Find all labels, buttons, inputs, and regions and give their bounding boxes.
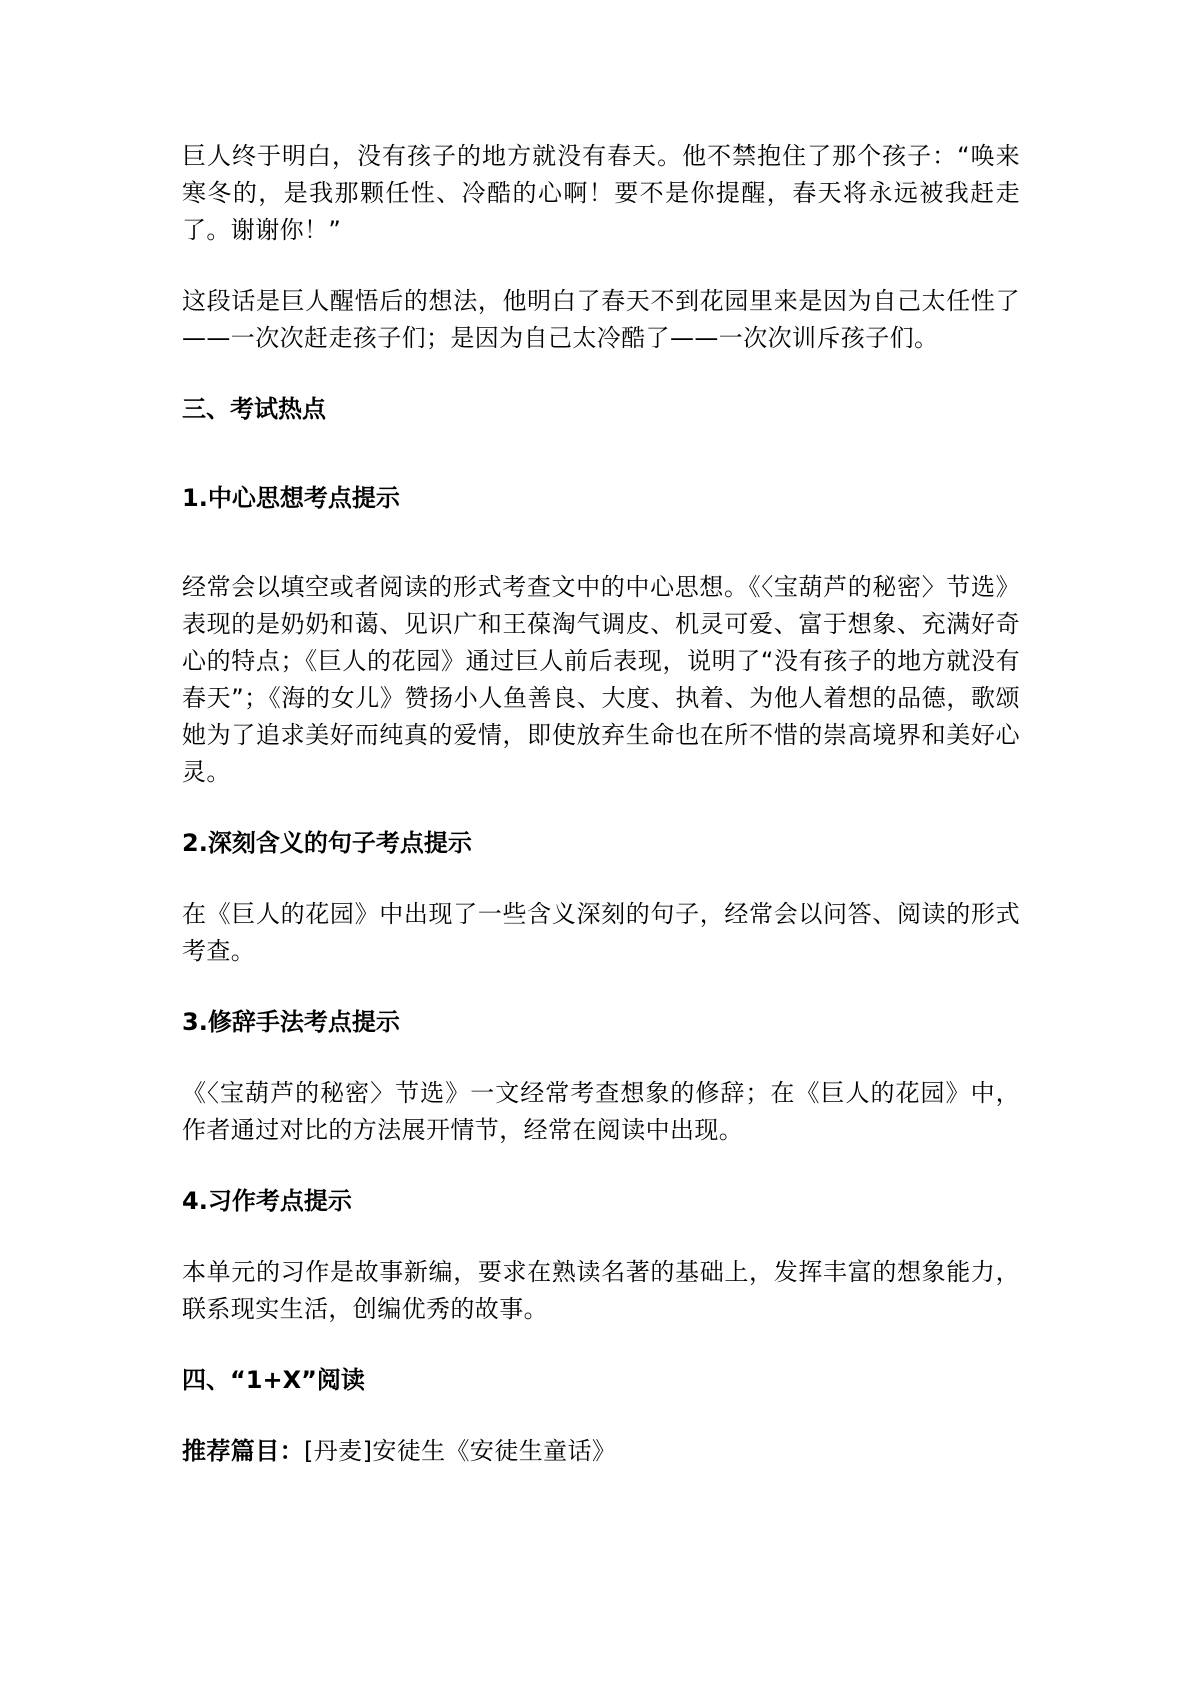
recommended-title: [丹麦]安徒生《安徒生童话》	[304, 1437, 617, 1465]
document-page	[182, 138, 1020, 1470]
paragraph-giant-analysis: 这段话是巨人醒悟后的想法，他明白了春天不到花园里来是因为自己太任性了——一次次赶走孩子们；是因为自己太冷酷了——一次次训斥孩子们。	[182, 287, 1020, 352]
paragraph-giant-realization: 巨人终于明白，没有孩子的地方就没有春天。他不禁抱住了那个孩子：“唤来寒冬的，是我那颗任性、冷酷的心啊！要不是你提醒，春天将永远被我赶走了。谢谢你！”	[182, 142, 1020, 244]
paragraph-writing: 本单元的习作是故事新编，要求在熟读名著的基础上，发挥丰富的想象能力，联系现实生活，创编优秀的故事。	[182, 1258, 1020, 1323]
paragraph-central-idea: 经常会以填空或者阅读的形式考查文中的中心思想。《〈宝葫芦的秘密〉节选》表现的是奶奶和蔼、见识广和王葆淘气调皮、机灵可爱、富于想象、充满好奇心的特点；《巨人的花园》通过巨人前后表现，说明了“没有孩子的地方就没有春天”；《海的女儿》赞扬小人鱼善良、大度、执着、为他人着想的品德，歌颂她为了追求美好而纯真的爱情，即使放弃生命也在所不惜的崇高境界和美好心灵。	[182, 573, 1020, 786]
paragraph-deep-sentences: 在《巨人的花园》中出现了一些含义深刻的句子，经常会以问答、阅读的形式考查。	[182, 900, 1020, 965]
heading-central-idea: 1.中心思想考点提示	[182, 484, 400, 512]
heading-exam-hotspots: 三、考试热点	[182, 395, 326, 423]
heading-rhetoric: 3.修辞手法考点提示	[182, 1008, 400, 1036]
paragraph-rhetoric: 《〈宝葫芦的秘密〉节选》一文经常考查想象的修辞；在《巨人的花园》中，作者通过对比的方法展开情节，经常在阅读中出现。	[182, 1079, 1020, 1144]
heading-1x-reading: 四、“1+X”阅读	[182, 1366, 365, 1394]
recommended-label: 推荐篇目：	[182, 1437, 304, 1465]
heading-deep-sentences: 2.深刻含义的句子考点提示	[182, 829, 472, 857]
recommended-reading	[182, 1433, 1020, 1470]
heading-writing: 4.习作考点提示	[182, 1187, 352, 1215]
